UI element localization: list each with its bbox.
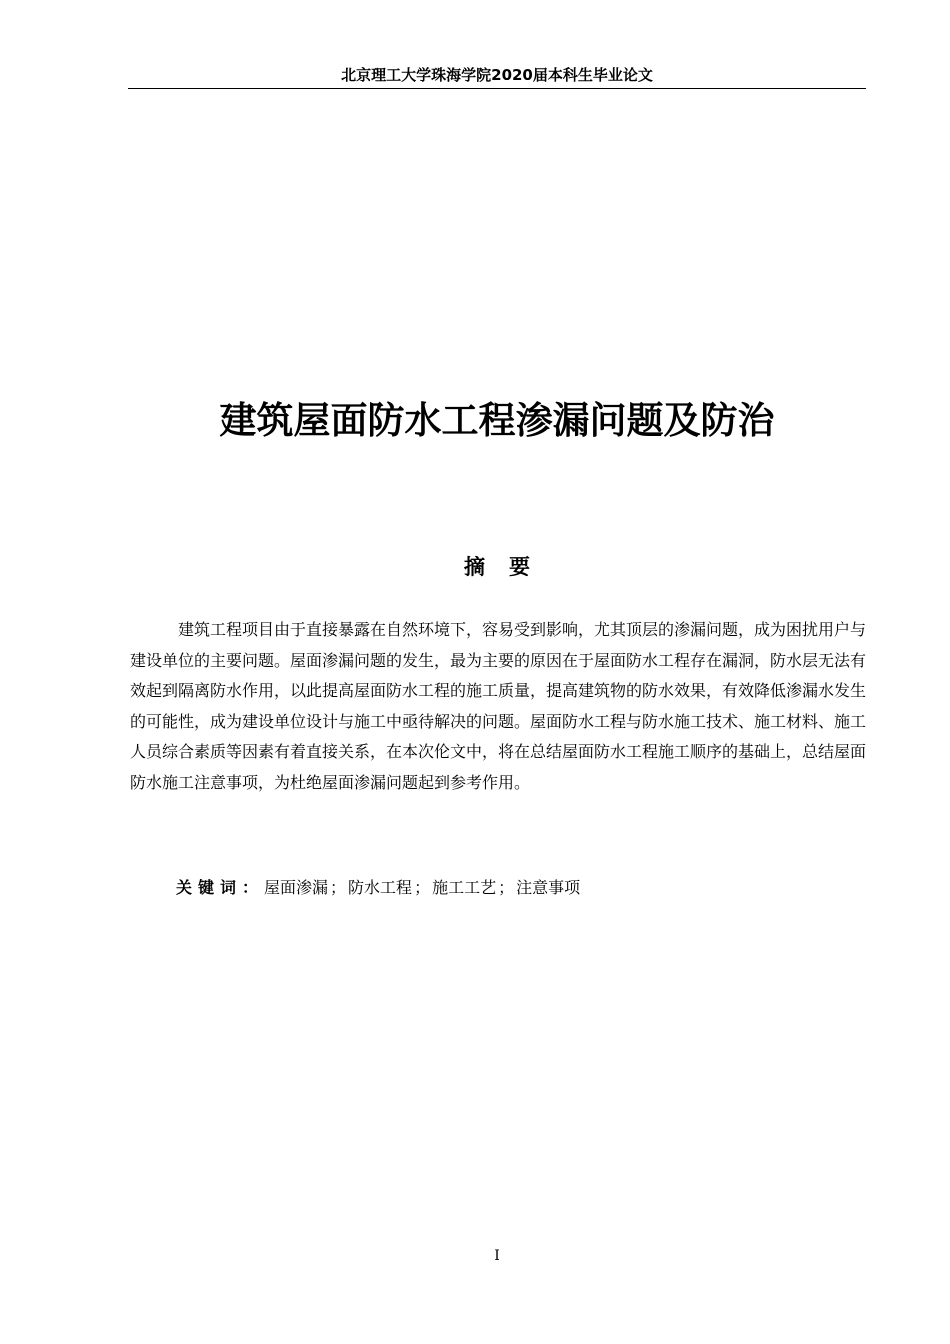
abstract-paragraph: 建筑工程项目由于直接暴露在自然环境下，容易受到影响，尤其顶层的渗漏问题，成为困扰用户与建设单位的主要问题。屋面渗漏问题的发生，最为主要的原因在于屋面防水工程存在漏洞，防水层无法有效起到隔离防水作用，以此提高屋面防水工程的施工质量，提高建筑物的防水效果，有效降低渗漏水发生的可能性，成为建设单位设计与施工中亟待解决的问题。屋面防水工程与防水施工技术、施工材料、施工人员综合素质等因素有着直接关系，在本次伦文中，将在总结屋面防水工程施工顺序的基础上，总结屋面防水施工注意事项，为杜绝屋面渗漏问题起到参考作用。	[130, 620, 867, 792]
abstract-heading	[128, 550, 866, 584]
page-number: I	[494, 1248, 500, 1264]
running-header	[128, 64, 866, 89]
abstract-body	[130, 615, 866, 798]
keywords-row	[176, 873, 866, 903]
keyword-item: 屋面渗漏	[264, 878, 329, 897]
keyword-item: 防水工程	[348, 878, 413, 897]
running-header-text: 北京理工大学珠海学院2020届本科生毕业论文	[341, 66, 653, 84]
keyword-item: 注意事项	[516, 878, 581, 897]
keyword-separator: ；	[414, 878, 431, 897]
keyword-item: 施工工艺	[432, 878, 497, 897]
abstract-heading-char-1: 摘	[464, 555, 485, 579]
abstract-heading-char-2: 要	[509, 555, 530, 579]
keyword-separator: ；	[330, 878, 347, 897]
keyword-separator: ；	[498, 878, 515, 897]
keywords-label: 关键词：	[176, 878, 265, 897]
thesis-title: 建筑屋面防水工程渗漏问题及防治	[219, 398, 775, 442]
